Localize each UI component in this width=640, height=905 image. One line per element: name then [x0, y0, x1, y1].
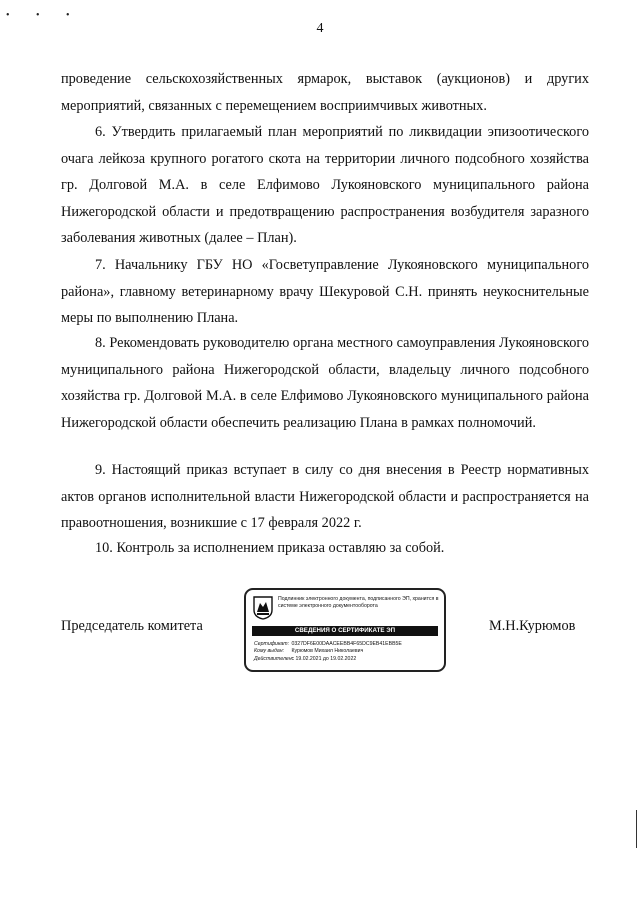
electronic-signature-stamp [244, 588, 446, 672]
paragraph-item-6: 6. Утвердить прилагаемый план мероприятий по ликвидации эпизоотического очага лейкоза крупного рогатого скота на территории личного подсобного хозяйства гр. Долговой М.А. в селе Елфимово Лукояновского муниципального района Нижегородской области и предотвращению распространения возбудителя заразного заболевания животных (далее – План). [61, 124, 589, 246]
paragraph-continuation: проведение сельскохозяйственных ярмарок, выставок (аукционов) и других мероприятий, связанных с перемещением восприимчивых животных. [61, 71, 589, 114]
stamp-row-certificate: Сертификат: 0327DF6E00DAACEEBB4F65DC9EB41EBB5E [254, 641, 402, 647]
coat-of-arms-icon [253, 596, 273, 620]
paragraph-item-10: 10. Контроль за исполнением приказа оставляю за собой. [95, 540, 445, 556]
stamp-row-validity: Действителен: с 19.02.2021 до 19.02.2022 [254, 655, 357, 662]
paragraph-item-7: 7. Начальнику ГБУ НО «Госветуправление Лукояновского муниципального района», главному ветеринарному врачу Шекуровой С.Н. принять неукоснительные меры по выполнению Плана. [61, 257, 589, 326]
scan-edge-mark [636, 810, 637, 848]
stamp-certificate-title: СВЕДЕНИЯ О СЕРТИФИКАТЕ ЭП [252, 626, 438, 636]
paragraph-item-8: 8. Рекомендовать руководителю органа местного самоуправления Лукояновского муниципального района Нижегородской области, владельцу личного подсобного хозяйства гр. Долговой М.А. в селе Елфимово Лукояновского муниципального района Нижегородской области обеспечить реализацию Плана в рамках полномочий. [61, 335, 589, 431]
page-number: 4 [316, 21, 324, 36]
signatory-title: Председатель комитета [61, 618, 203, 634]
stamp-certificate-details [254, 641, 440, 663]
stamp-row-issued-to: Кому выдан: Курюмов Михаил Николаевич [254, 648, 364, 655]
paragraph-item-9: 9. Настоящий приказ вступает в силу со дня внесения в Реестр нормативных актов органов исполнительной власти Нижегородской области и распространяется на правоотношения, возникшие с 17 февраля 2022 г. [61, 462, 589, 531]
stamp-header-text: Подлинник электронного документа, подписанного ЭП, хранится в системе электронного документооборота [278, 596, 439, 609]
signatory-name: М.Н.Курюмов [489, 618, 576, 634]
corner-marks: • • • [6, 10, 82, 21]
